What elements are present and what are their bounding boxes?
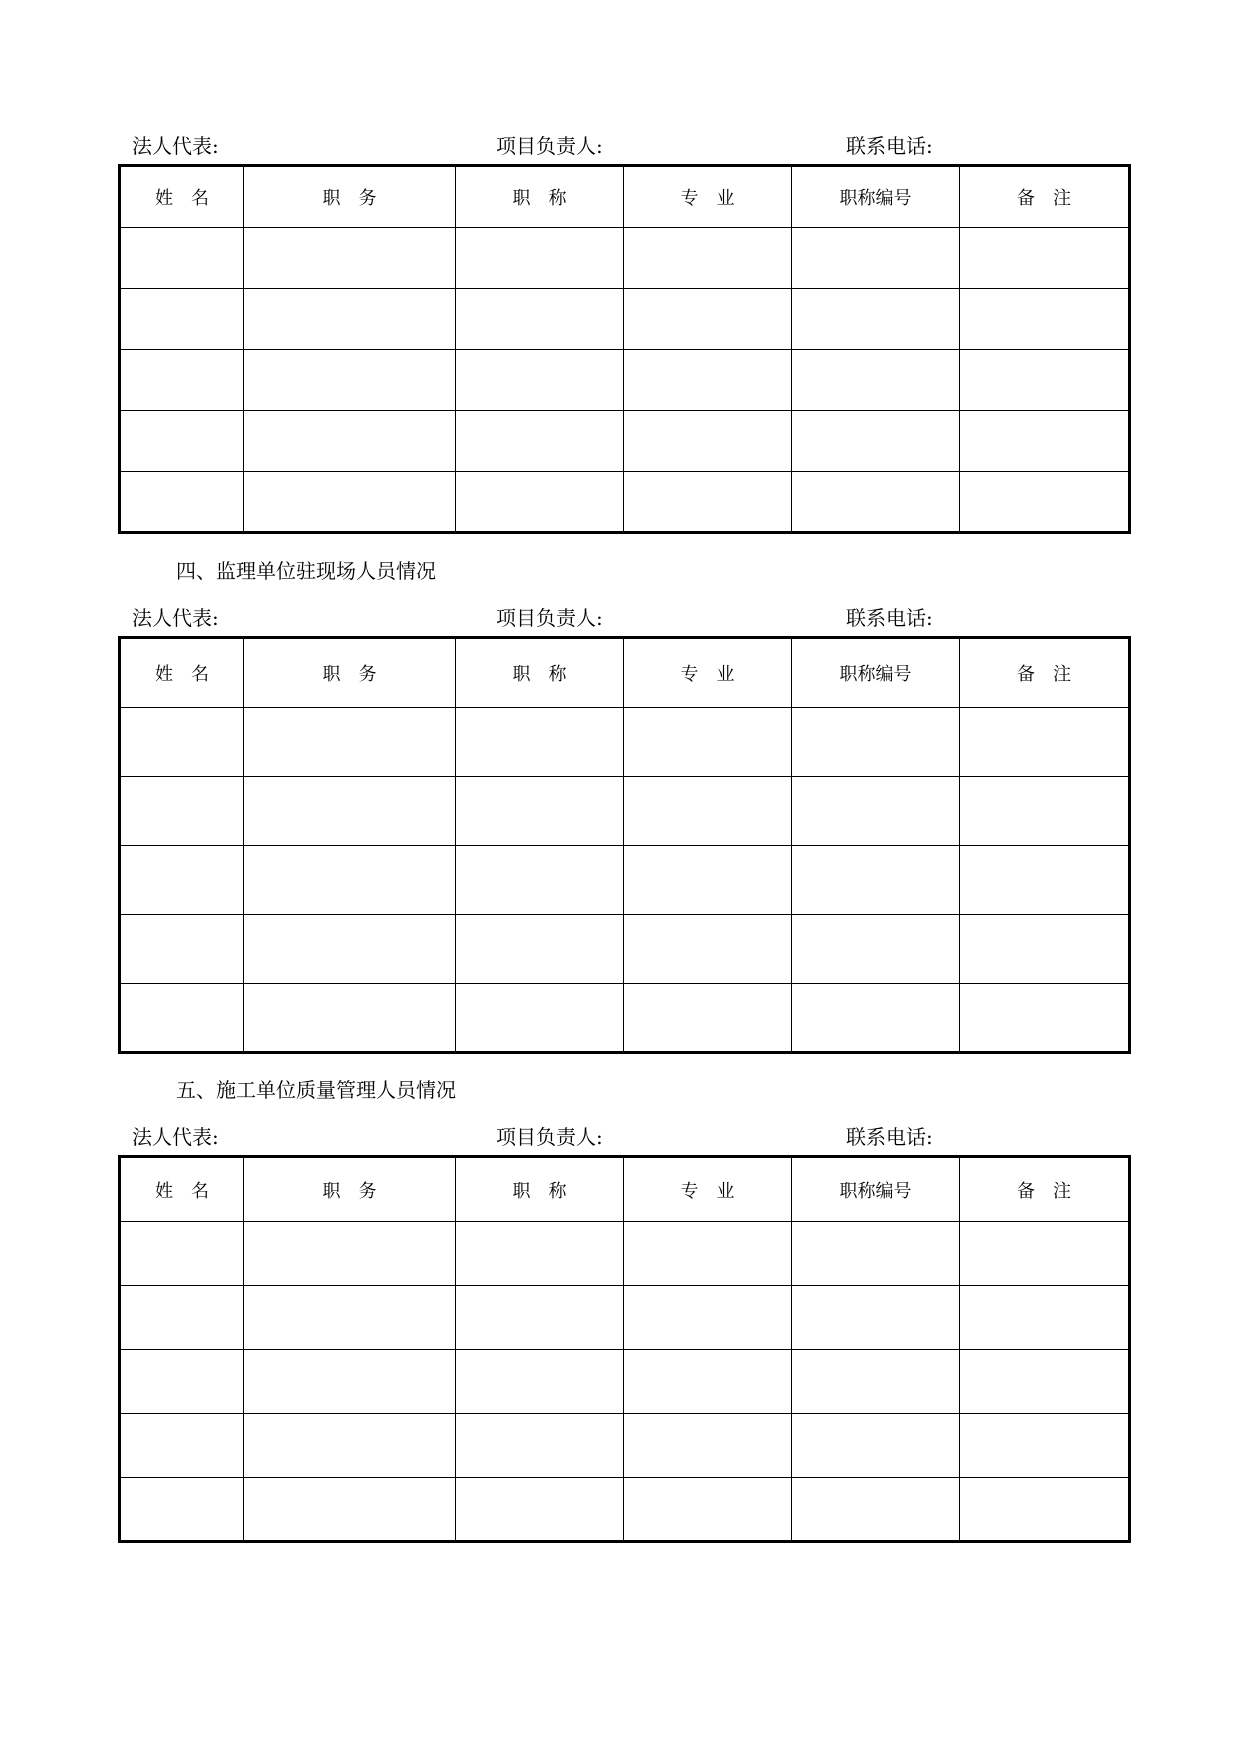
cell[interactable] [792,777,960,846]
cell[interactable] [120,777,244,846]
phone-label: 联系电话: [846,1125,933,1149]
col-name: 姓 名 [120,1157,244,1222]
table-row [120,289,1130,350]
cell[interactable] [960,289,1130,350]
project-lead-label: 项目负责人: [496,1125,603,1149]
cell[interactable] [456,472,624,533]
cell[interactable] [624,846,792,915]
cell[interactable] [960,1478,1130,1542]
table-header-row [120,166,1130,228]
phone-label: 联系电话: [846,134,933,158]
legal-rep-label: 法人代表: [132,606,219,630]
table-row [120,1478,1130,1542]
cell[interactable] [624,472,792,533]
cell[interactable] [792,708,960,777]
table-row [120,708,1130,777]
section-5-title: 五、施工单位质量管理人员情况 [176,1078,456,1102]
cell[interactable] [624,915,792,984]
col-remarks: 备 注 [960,638,1130,708]
cell[interactable] [456,984,624,1053]
cell[interactable] [456,1286,624,1350]
cell[interactable] [244,411,456,472]
cell[interactable] [960,472,1130,533]
cell[interactable] [792,350,960,411]
cell[interactable] [960,1350,1130,1414]
legal-rep-label: 法人代表: [132,1125,219,1149]
cell[interactable] [244,289,456,350]
table-row [120,846,1130,915]
phone-label: 联系电话: [846,606,933,630]
col-remarks: 备 注 [960,1157,1130,1222]
col-title: 职 称 [456,166,624,228]
cell[interactable] [120,846,244,915]
cell[interactable] [456,1350,624,1414]
cell[interactable] [456,1414,624,1478]
cell[interactable] [456,228,624,289]
cell[interactable] [120,708,244,777]
info-line-3 [118,1121,1128,1151]
table-header-row [120,638,1130,708]
cell[interactable] [624,777,792,846]
cell[interactable] [120,1478,244,1542]
cell[interactable] [624,289,792,350]
cell[interactable] [244,984,456,1053]
cell[interactable] [792,472,960,533]
cell[interactable] [624,708,792,777]
cell[interactable] [456,350,624,411]
cell[interactable] [960,708,1130,777]
cell[interactable] [244,846,456,915]
personnel-table-3 [118,1155,1131,1543]
table-row [120,1286,1130,1350]
cell[interactable] [244,1414,456,1478]
cell[interactable] [456,915,624,984]
cell[interactable] [120,411,244,472]
table-row [120,1222,1130,1286]
col-title: 职 称 [456,1157,624,1222]
cell[interactable] [792,1350,960,1414]
cell[interactable] [120,1350,244,1414]
cell[interactable] [624,1414,792,1478]
personnel-table-2 [118,636,1131,1054]
cell[interactable] [960,1222,1130,1286]
col-title-number: 职称编号 [792,166,960,228]
col-major: 专 业 [624,1157,792,1222]
cell[interactable] [456,777,624,846]
cell[interactable] [120,1222,244,1286]
cell[interactable] [120,984,244,1053]
cell[interactable] [120,289,244,350]
col-title-number: 职称编号 [792,638,960,708]
col-position: 职 务 [244,166,456,228]
section-4-title: 四、监理单位驻现场人员情况 [176,559,436,583]
col-remarks: 备 注 [960,166,1130,228]
cell[interactable] [792,846,960,915]
table-row [120,1350,1130,1414]
cell[interactable] [244,1350,456,1414]
col-major: 专 业 [624,638,792,708]
cell[interactable] [120,228,244,289]
cell[interactable] [960,1414,1130,1478]
cell[interactable] [792,984,960,1053]
cell[interactable] [624,1350,792,1414]
cell[interactable] [792,1414,960,1478]
cell[interactable] [456,289,624,350]
cell[interactable] [960,984,1130,1053]
cell[interactable] [960,1286,1130,1350]
cell[interactable] [244,915,456,984]
cell[interactable] [960,846,1130,915]
cell[interactable] [792,228,960,289]
col-position: 职 务 [244,1157,456,1222]
table-row [120,1414,1130,1478]
cell[interactable] [624,1478,792,1542]
cell[interactable] [120,915,244,984]
legal-rep-label: 法人代表: [132,134,219,158]
cell[interactable] [120,472,244,533]
col-position: 职 务 [244,638,456,708]
cell[interactable] [624,1286,792,1350]
cell[interactable] [244,708,456,777]
table-row [120,472,1130,533]
cell[interactable] [456,1222,624,1286]
cell[interactable] [792,1222,960,1286]
col-name: 姓 名 [120,166,244,228]
cell[interactable] [120,1286,244,1350]
cell[interactable] [960,915,1130,984]
cell[interactable] [456,1478,624,1542]
cell[interactable] [624,350,792,411]
cell[interactable] [244,472,456,533]
cell[interactable] [792,1478,960,1542]
cell[interactable] [456,411,624,472]
cell[interactable] [244,228,456,289]
table-row [120,228,1130,289]
project-lead-label: 项目负责人: [496,134,603,158]
cell[interactable] [244,1286,456,1350]
cell[interactable] [624,984,792,1053]
cell[interactable] [792,915,960,984]
cell[interactable] [624,411,792,472]
table-row [120,984,1130,1053]
cell[interactable] [244,1222,456,1286]
table-row [120,350,1130,411]
table-header-row [120,1157,1130,1222]
col-name: 姓 名 [120,638,244,708]
cell[interactable] [792,289,960,350]
cell[interactable] [120,1414,244,1478]
col-major: 专 业 [624,166,792,228]
personnel-table-1 [118,164,1131,534]
col-title-number: 职称编号 [792,1157,960,1222]
cell[interactable] [624,228,792,289]
cell[interactable] [960,228,1130,289]
cell[interactable] [960,411,1130,472]
cell[interactable] [244,350,456,411]
info-line-1 [118,130,1128,160]
cell[interactable] [792,1286,960,1350]
cell[interactable] [456,708,624,777]
cell[interactable] [960,777,1130,846]
project-lead-label: 项目负责人: [496,606,603,630]
cell[interactable] [244,777,456,846]
info-line-2 [118,602,1128,632]
cell[interactable] [624,1222,792,1286]
table-row [120,777,1130,846]
cell[interactable] [456,846,624,915]
cell[interactable] [792,411,960,472]
cell[interactable] [244,1478,456,1542]
cell[interactable] [120,350,244,411]
cell[interactable] [960,350,1130,411]
col-title: 职 称 [456,638,624,708]
table-row [120,411,1130,472]
table-row [120,915,1130,984]
